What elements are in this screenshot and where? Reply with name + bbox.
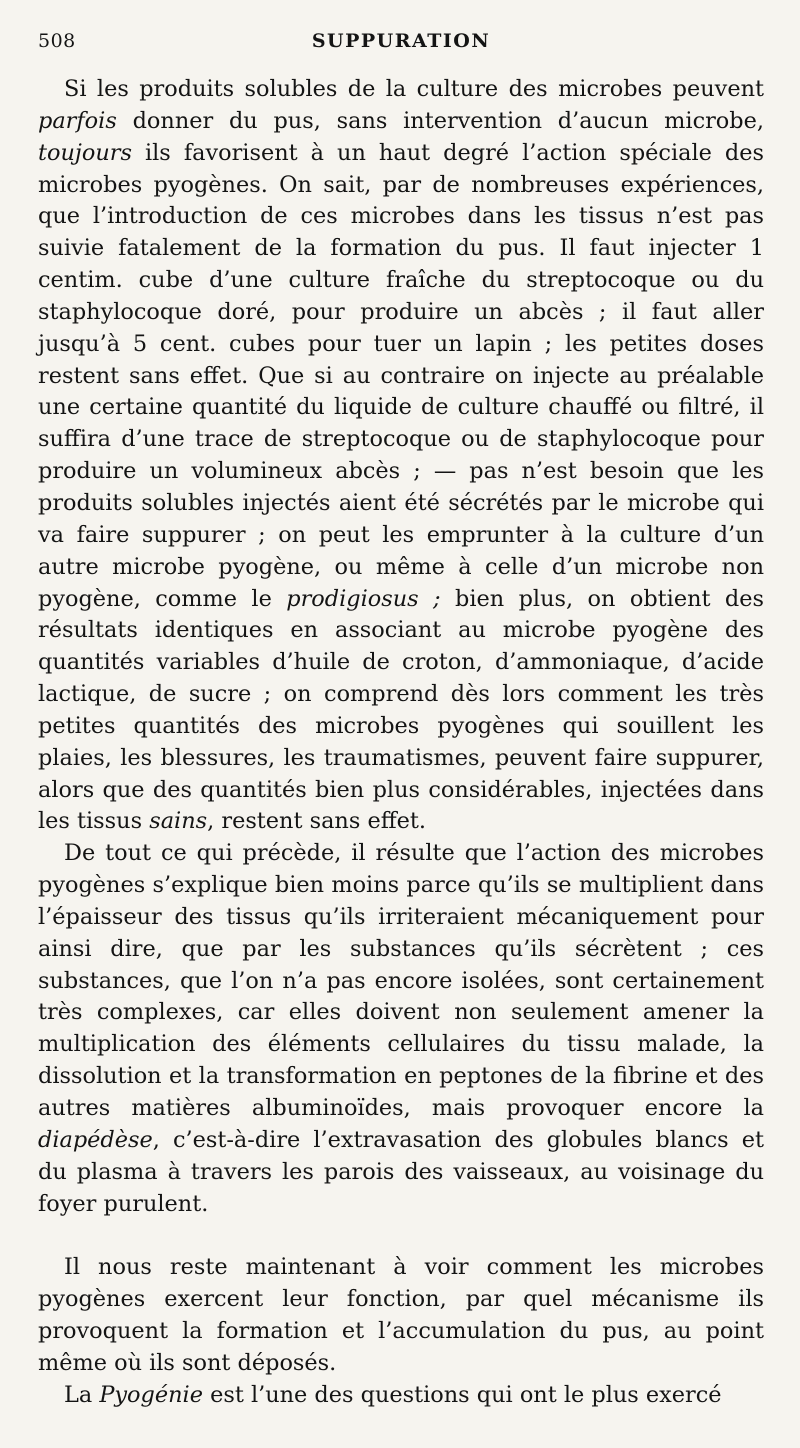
text-run: , c’est-à-dire l’extravasation des globules blancs et du plasma à travers les parois des vaisseaux, au voisinage du foyer purulent. <box>38 1126 764 1217</box>
text-run: De tout ce qui précède, il résulte que l’action des microbes pyogènes s’explique bien moins parce qu’ils se multiplient dans l’épaisseur des tissus qu’ils irriteraient mécaniquement pour ainsi dire, que par les substances qu’ils sécrètent ; ces substances, que l’on n’a pas encore isolées, sont certainement très complexes, car elles doivent non seulement amener la multiplication des éléments cellulaires du tissu malade, la dissolution et la transformation en peptones de la fibrine et des autres matières albuminoïdes, mais provoquer encore la <box>38 840 764 1121</box>
italic-term: prodigiosus ; <box>286 585 441 612</box>
paragraph <box>38 838 764 1220</box>
text-run: Il nous reste maintenant à voir comment les microbes pyogènes exercent leur fonction, par quel mécanisme ils provoquent la formation et l’accumulation du pus, au point même où ils sont déposés. <box>38 1254 764 1376</box>
paragraph <box>38 74 764 838</box>
text-run: est l’une des questions qui ont le plus exercé <box>202 1381 722 1408</box>
paragraph <box>38 1380 764 1412</box>
text-run: , restent sans effet. <box>207 808 426 835</box>
text-run: La <box>64 1381 100 1408</box>
italic-term: diapédèse <box>38 1126 153 1153</box>
page-header <box>38 30 764 64</box>
paragraph <box>38 1252 764 1379</box>
italic-term: parfois <box>38 107 117 134</box>
italic-term: Pyogénie <box>99 1381 203 1408</box>
running-head: SUPPURATION <box>311 30 491 52</box>
text-run: Si les produits solubles de la culture des microbes peuvent <box>64 76 764 102</box>
text-run: donner du pus, sans intervention d’aucun microbe, <box>116 107 764 134</box>
body-text <box>38 74 764 1412</box>
text-run: ils favorisent à un haut degré l’action spéciale des microbes pyogènes. On sait, par de nombreuses expériences, que l’introduction de ces microbes dans les tissus n’est pas suivie fatalement de la formation du pus. Il faut injecter 1 centim. cube d’une culture fraîche du streptocoque ou du staphylocoque doré, pour produire un abcès ; il faut aller jusqu’à 5 cent. cubes pour tuer un lapin ; les petites doses restent sans effet. Que si au contraire on injecte au préalable une certaine quantité du liquide de culture chauffé ou filtré, il suffira d’une trace de streptocoque ou de staphylocoque pour produire un volumineux abcès ; — pas n’est besoin que les produits solubles injectés aient été sécrétés par le microbe qui va faire suppurer ; on peut les emprunter à la culture d’un autre microbe pyogène, ou même à celle d’un microbe non pyogène, comme le <box>38 139 764 612</box>
text-run: bien plus, on obtient des résultats identiques en associant au microbe pyogène des quantités variables d’huile de croton, d’ammoniaque, d’acide lactique, de sucre ; on comprend dès lors comment les très petites quantités des microbes pyogènes qui souillent les plaies, les blessures, les traumatismes, peuvent faire suppurer, alors que des quantités bien plus considérables, injectées dans les tissus <box>38 585 764 835</box>
page-number: 508 <box>38 30 76 52</box>
italic-term: sains <box>149 808 208 835</box>
italic-term: toujours <box>38 139 132 166</box>
